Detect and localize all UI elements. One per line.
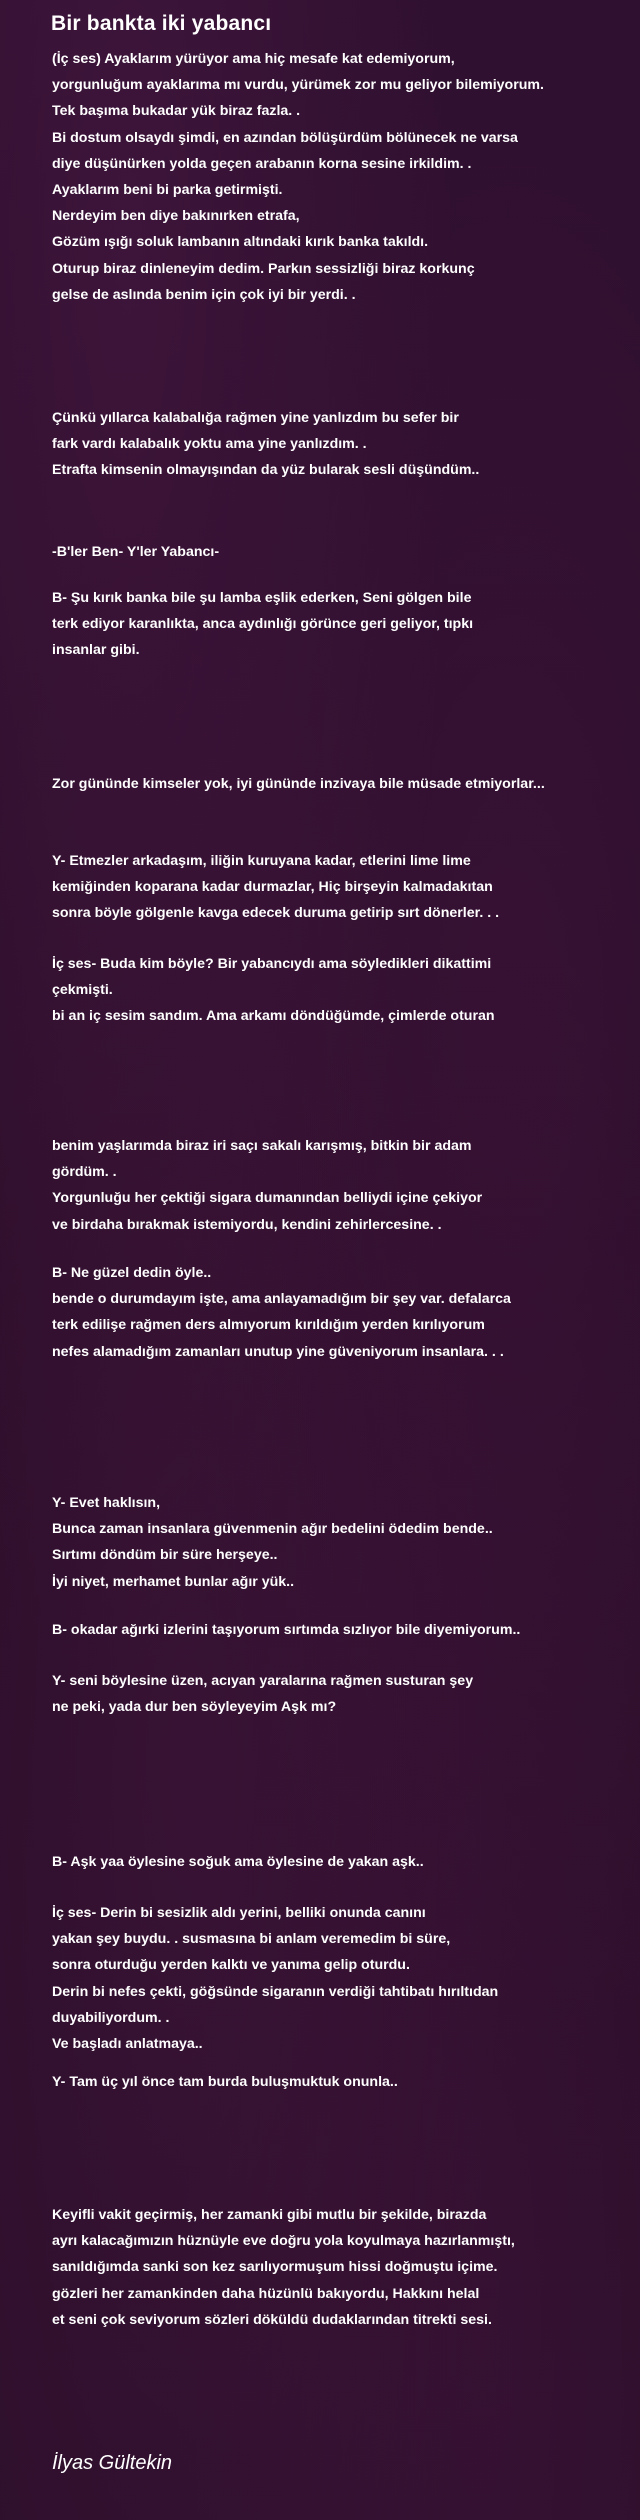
stanza-3: -B'ler Ben- Y'ler Yabancı- (52, 544, 220, 560)
stanza-11: B- okadar ağırki izlerini taşıyorum sırtımda sızlıyor bile diyemiyorum.. (52, 1622, 521, 1638)
stanza-2: Çünkü yıllarca kalabalığa rağmen yine yanlızdım bu sefer bir fark vardı kalabalık yoktu ama yine yanlızdım. . Etrafta kimsenin olmayışından da yüz bularak sesli düşündüm.. (52, 410, 480, 479)
poem-author: İlyas Gültekin (52, 2452, 173, 2474)
stanza-12: Y- seni böylesine üzen, acıyan yaralarına rağmen susturan şey ne peki, yada dur ben söyleyeyim Aşk mı? (52, 1673, 474, 1716)
stanza-13: B- Aşk yaa öylesine soğuk ama öylesine de yakan aşk.. (52, 1854, 424, 1870)
stanza-7: İç ses- Buda kim böyle? Bir yabancıydı ama söyledikleri dikattimi çekmişti. bi an iç sesim sandım. Ama arkamı döndüğümde, çimlerde oturan (52, 956, 495, 1025)
stanza-1: (İç ses) Ayaklarım yürüyor ama hiç mesafe kat edemiyorum, yorgunluğum ayaklarıma mı vurdu, yürümek zor mu geliyor bilemiyorum. Tek başıma bukadar yük biraz fazla. . Bi dostum olsaydı şimdi, en azından bölüşürdüm bölünecek ne varsa diye düşünürken yolda geçen arabanın korna sesine irkildim. . Ayaklarım beni bi parka getirmişti. Nerdeyim ben diye bakınırken etrafa, Gözüm ışığı soluk lambanın altındaki kırık banka takıldı. Oturup biraz dinleneyim dedim. Parkın sessizliği biraz korkunç gelse de aslında benim için çok iyi bir yerdi. . (52, 51, 544, 303)
stanza-10: Y- Evet haklısın, Bunca zaman insanlara güvenmenin ağır bedelini ödedim bende.. Sırtımı döndüm bir süre herşeye.. İyi niyet, merhamet bunlar ağır yük.. (52, 1495, 493, 1590)
stanza-8: benim yaşlarımda biraz iri saçı sakalı karışmış, bitkin bir adam gördüm. . Yorgunluğu her çektiği sigara dumanından belliydi içine çekiyor ve birdaha bırakmak istemiyordu, kendini zehirlercesine. . (52, 1138, 483, 1233)
stanza-9: B- Ne güzel dedin öyle.. bende o durumdayım işte, ama anlayamadığım bir şey var. defalarca terk edilişe rağmen ders almıyorum kırıldığım yerden kırılıyorum nefes alamadığım zamanları unutup yine güveniyorum insanlara. . . (52, 1265, 511, 1360)
stanza-15: Y- Tam üç yıl önce tam burda buluşmuktuk onunla.. (52, 2074, 398, 2090)
stanza-4: B- Şu kırık banka bile şu lamba eşlik ederken, Seni gölgen bile terk ediyor karanlıkta, anca aydınlığı görünce geri geliyor, tıpkı insanlar gibi. (52, 590, 474, 659)
stanza-6: Y- Etmezler arkadaşım, iliğin kuruyana kadar, etlerini lime lime kemiğinden koparana kadar durmazlar, Hiç birşeyin kalmadakıtan sonra böyle gölgenle kavga edecek duruma getirip sırt dönerler. . . (52, 853, 500, 922)
stanza-5: Zor gününde kimseler yok, iyi gününde inzivaya bile müsade etmiyorlar... (52, 776, 545, 792)
poem-title: Bir bankta iki yabancı (51, 12, 272, 35)
stanza-16: Keyifli vakit geçirmiş, her zamanki gibi mutlu bir şekilde, birazda ayrı kalacağımızın hüznüyle eve doğru yola koyulmaya hazırlanmıştı, sanıldığımda sanki son kez sarılıyormuşum hissi doğmuştu içime. gözleri her zamankinden daha hüzünlü bakıyordu, Hakkını helal et seni çok seviyorum sözleri döküldü dudaklarından titrekti sesi. (52, 2207, 515, 2328)
stanza-14: İç ses- Derin bi sesizlik aldı yerini, belliki onunda canını yakan şey buydu. . susmasına bi anlam veremedim bi süre, sonra oturduğu yerden kalktı ve yanıma gelip oturdu. Derin bi nefes çekti, göğsünde sigaranın verdiği tahtibatı hırıltıdan duyabiliyordum. . Ve başladı anlatmaya.. (52, 1905, 499, 2053)
